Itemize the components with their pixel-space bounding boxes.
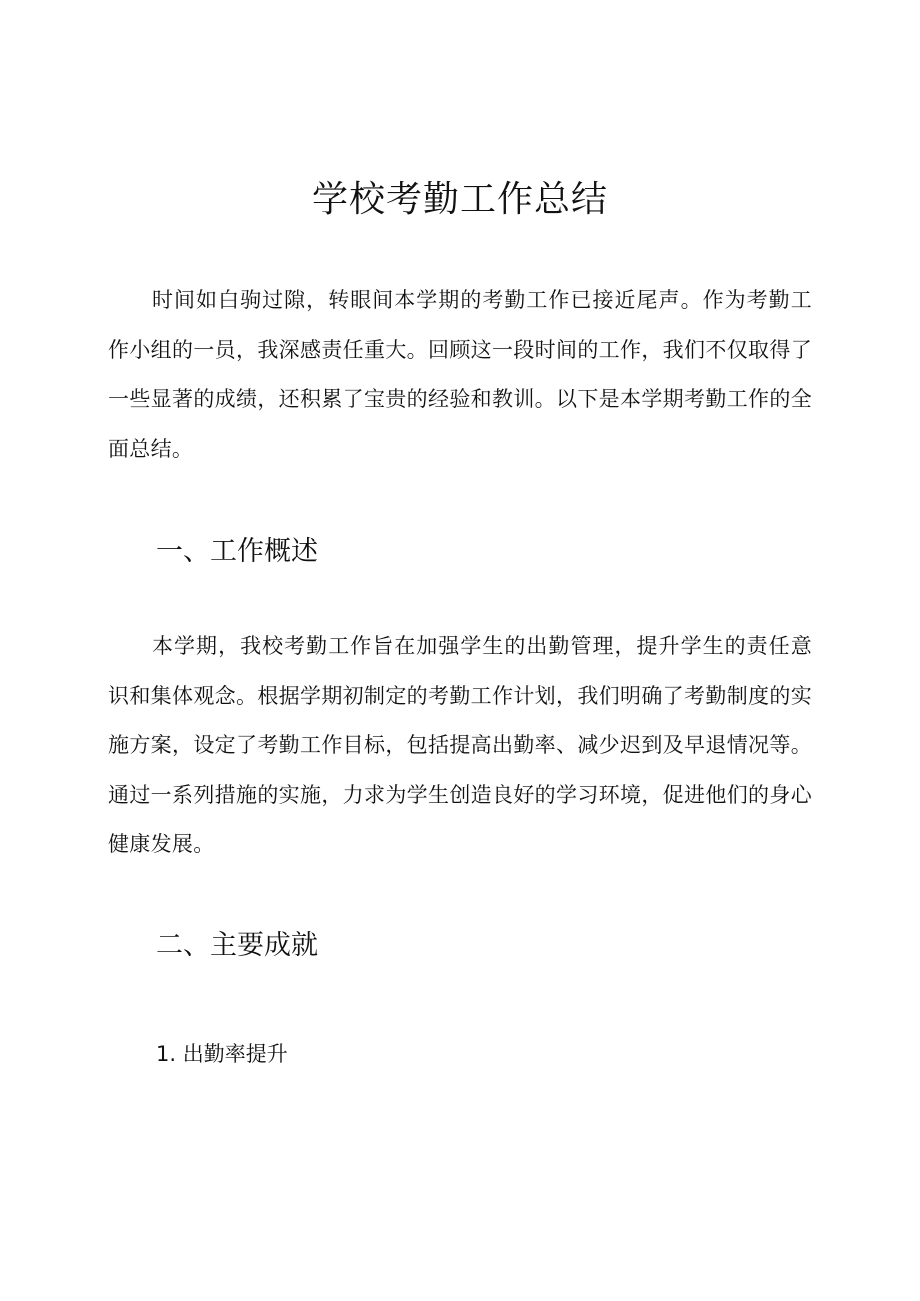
section-heading-achievements: 二、主要成就	[156, 930, 318, 961]
section-heading-overview: 一、工作概述	[156, 536, 318, 567]
document-title: 学校考勤工作总结	[311, 179, 608, 220]
intro-paragraph: 时间如白驹过隙，转眼间本学期的考勤工作已接近尾声。作为考勤工作小组的一员，我深感责任重大。回顾这一段时间的工作，我们不仅取得了一些显著的成绩，还积累了宝贵的经验和教训。以下是本学期考勤工作的全面总结。	[108, 288, 812, 461]
subheading-attendance-rate: 1. 出勤率提升	[156, 1042, 288, 1066]
overview-paragraph: 本学期，我校考勤工作旨在加强学生的出勤管理，提升学生的责任意识和集体观念。根据学期初制定的考勤工作计划，我们明确了考勤制度的实施方案，设定了考勤工作目标，包括提高出勤率、减少迟到及早退情况等。通过一系列措施的实施，力求为学生创造良好的学习环境，促进他们的身心健康发展。	[108, 634, 812, 856]
